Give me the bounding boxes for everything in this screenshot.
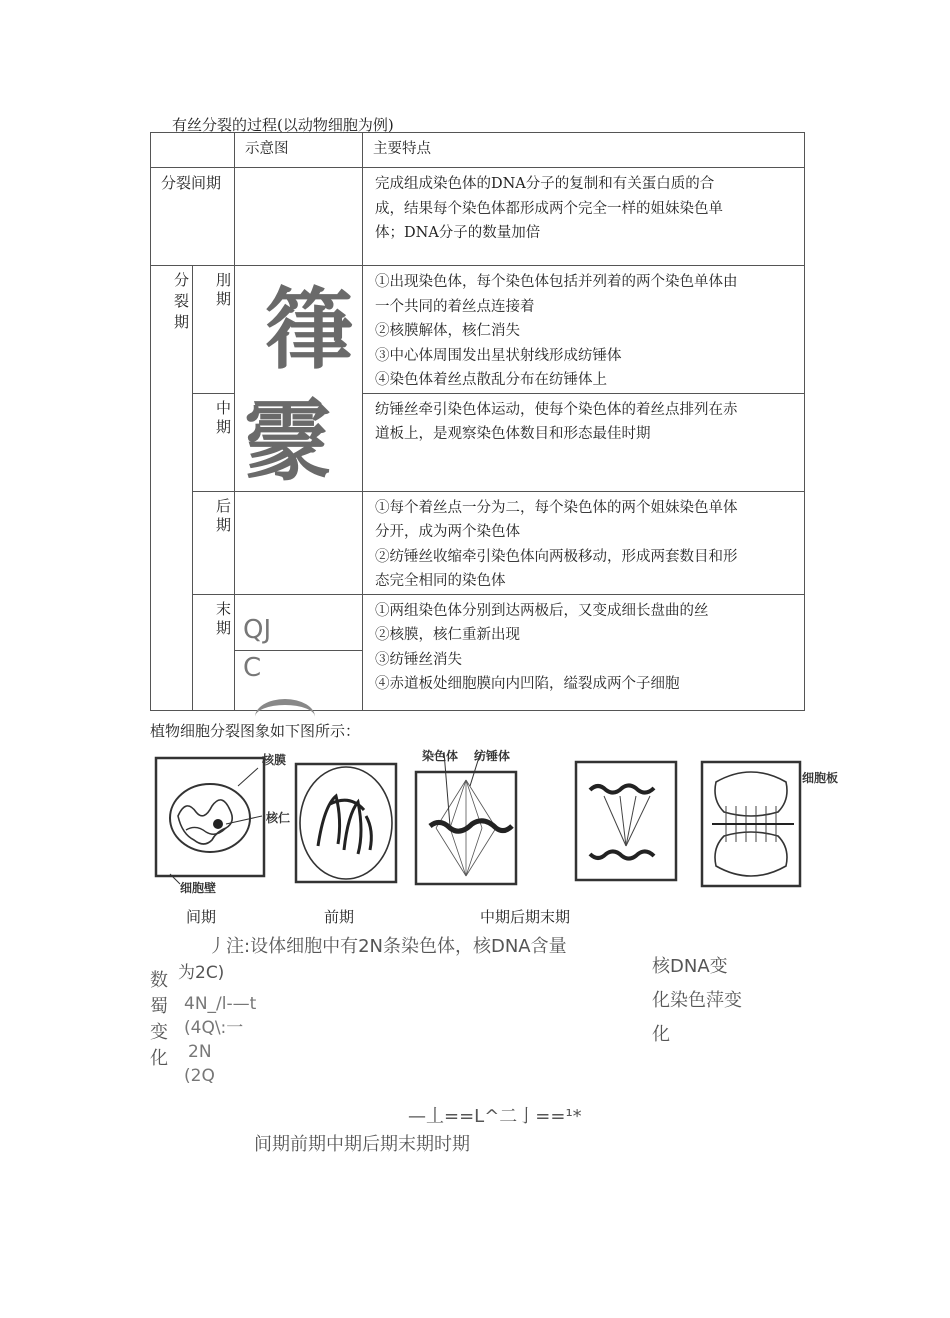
graph-line-text: —丄==L^二亅==¹*: [408, 1106, 582, 1127]
plant-cell-figure: [150, 746, 839, 896]
telophase-diagram: [235, 594, 363, 710]
label-nuclear-membrane: 核膜: [262, 753, 287, 767]
chromatin-shape: [178, 800, 232, 844]
diagram-divider: [235, 650, 362, 651]
note-left-column: 数 蜀 变 化: [150, 970, 168, 1069]
prophase-features: ①出现染色体，每个染色体包括并列着的两个染色单体由 一个共同的着丝点连接着 ②核膜解体，核仁消失 ③中心体周围发出星状射线形成纺锤体 ④染色体着丝点散乱分布在纺锤体上: [363, 266, 805, 394]
cell-interphase: [156, 758, 264, 884]
note-right-column: 核DNA变 化染色萍变 化: [652, 956, 742, 1045]
label-chromosome: 染色体: [422, 749, 459, 763]
interphase-features: 完成组成染色体的DNA分子的复制和有关蛋白质的合 成，结果每个染色体都形成两个完全一样的姐妹染色单 体；DNA分子的数量加倍: [363, 168, 805, 266]
telophase-features: ①两组染色体分别到达两极后，又变成细长盘曲的丝 ②核膜，核仁重新出现 ③纺锤丝消失 ④赤道板处细胞膜向内凹陷，缢裂成两个子细胞: [363, 594, 805, 710]
page-title: 有丝分裂的过程(以动物细胞为例): [172, 116, 394, 134]
diagram-text-qj: QJ: [243, 614, 272, 645]
anaphase-label: 后期: [193, 491, 235, 594]
header-features: 主要特点: [363, 133, 805, 168]
caption-prophase: 前期: [324, 908, 355, 926]
label-nucleolus: 核仁: [266, 811, 291, 825]
note-line-1: 丿注:设体细胞中有2N条染色体，核DNA含量: [208, 936, 567, 957]
metaphase-label: 中期: [193, 393, 235, 491]
label-spindle: 纺锤体: [474, 749, 511, 763]
cell-prophase: [296, 764, 396, 882]
diagram-text-c: C: [243, 652, 262, 683]
table-header-row: [151, 133, 805, 168]
prophase-row: [151, 266, 805, 394]
anaphase-features: ①每个着丝点一分为二，每个染色体的两个姐妹染色单体 分开，成为两个染色体 ②纺锤丝收缩牵引染色体向两极移动，形成两套数目和形 态完全相同的染色体: [363, 491, 805, 594]
anaphase-diagram: [235, 491, 363, 594]
header-diagram: 示意图: [235, 133, 363, 168]
caption-interphase: 间期: [186, 908, 217, 926]
label-cell-wall: 细胞壁: [180, 881, 217, 895]
mitosis-table: [150, 132, 805, 711]
interphase-row: [151, 168, 805, 266]
telophase-label: 末期: [193, 594, 235, 710]
cell-telophase: [702, 762, 800, 886]
graph-axis-labels: 4N_/l-—t (4Q\:一 2N (2Q: [184, 994, 257, 1086]
diagram-glyph-2: 霥: [243, 390, 332, 493]
interphase-label: 分裂间期: [151, 168, 235, 266]
telophase-row: [151, 594, 805, 710]
anaphase-row: [151, 491, 805, 594]
cell-wall-shape: [156, 758, 264, 876]
division-stage-label: 分裂期: [151, 266, 193, 711]
nucleolus-shape: [213, 819, 223, 829]
interphase-diagram: [235, 168, 363, 266]
diagram-glyph-1: 箻: [265, 278, 354, 381]
chromosome-band-shape: [430, 821, 512, 831]
cell-anaphase: [576, 762, 676, 880]
caption-later-stages: 中期后期末期: [480, 908, 571, 926]
prophase-label: 刖期: [193, 266, 235, 394]
plant-cell-paragraph: 植物细胞分裂图象如下图所示：: [150, 722, 361, 740]
diagram-cell-pro-meta: [235, 266, 363, 492]
label-cell-plate: 细胞板: [802, 771, 839, 785]
metaphase-features: 纺锤丝牵引染色体运动，使每个染色体的着丝点排列在赤 道板上，是观察染色体数目和形态最佳时期: [363, 393, 805, 491]
cell-metaphase: [416, 752, 516, 884]
note-line-2: 为2C): [178, 963, 225, 983]
time-axis-text: 间期前期中期后期末期时期: [254, 1134, 470, 1155]
